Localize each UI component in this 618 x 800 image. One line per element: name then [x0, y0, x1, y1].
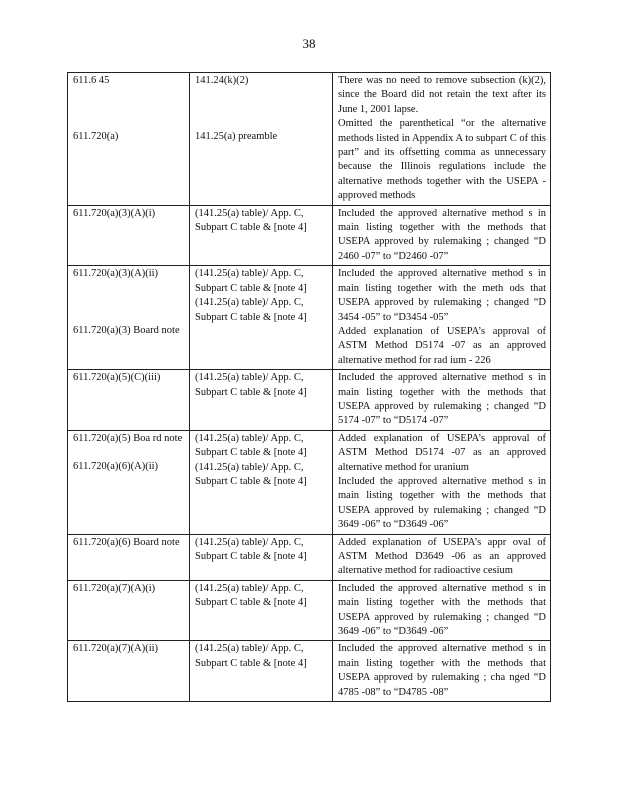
table-row [68, 641, 551, 702]
section-ref: 611.720(a)(6) Board note [73, 536, 180, 548]
section-ref: 611.720(a)(5) Boa rd note [73, 432, 183, 444]
source-cell [190, 534, 333, 580]
table-row [68, 370, 551, 431]
section-cell [68, 370, 190, 431]
description-text: Included the approved alternative method s in main listing together with the meth ods that USEPA approved by rulemaking ; changed “D 3454 -05” to “D3454 -05” [338, 268, 546, 323]
description-cell [333, 370, 551, 431]
section-cell [68, 580, 190, 641]
description-cell [333, 534, 551, 580]
source-ref: 141.25(a) preamble [195, 131, 278, 143]
source-ref: 141.24(k)(2) [195, 75, 249, 86]
source-cell [190, 73, 333, 206]
table-row [68, 73, 551, 206]
section-cell [68, 205, 190, 266]
section-ref: 611.720(a)(6)(A)(ii) [73, 461, 159, 473]
table-row [68, 534, 551, 580]
page-number: 38 [302, 36, 316, 51]
section-ref: 611.720(a)(3) Board note [73, 324, 180, 336]
section-cell [68, 266, 190, 370]
source-cell [190, 205, 333, 266]
section-ref: 611.720(a)(3)(A)(i) [73, 207, 156, 219]
description-text: Added explanation of USEPA’s approval of ASTM Method D5174 -07 as an approved alternative method for rad ium - 226 [338, 325, 546, 366]
description-text: Included the approved alternative method s in main listing together with the methods that USEPA approved by rulemaking ; changed “D 5174 -07” to “D5174 -07” [338, 372, 546, 427]
amendment-table [67, 72, 551, 702]
section-ref: 611.720(a)(7)(A)(i) [73, 582, 156, 594]
source-ref: (141.25(a) table)/ App. C, Subpart C table & [note 4] [195, 372, 307, 398]
table-row [68, 430, 551, 534]
table-row [68, 205, 551, 266]
source-cell [190, 266, 333, 370]
section-ref: 611.6 45 [73, 75, 110, 86]
source-ref: (141.25(a) table)/ App. C, Subpart C table & [note 4] [195, 297, 307, 323]
source-cell [190, 641, 333, 702]
source-cell [190, 430, 333, 534]
source-ref: (141.25(a) table)/ App. C, Subpart C table & [note 4] [195, 207, 307, 234]
section-cell [68, 534, 190, 580]
source-ref: (141.25(a) table)/ App. C, Subpart C table & [note 4] [195, 643, 307, 669]
source-ref: (141.25(a) table)/ App. C, Subpart C table & [note 4] [195, 268, 307, 294]
description-text: Added explanation of USEPA’s approval of ASTM Method D5174 -07 as an approved alternative method for uranium [338, 432, 546, 473]
description-cell [333, 641, 551, 702]
section-cell [68, 73, 190, 206]
source-ref: (141.25(a) table)/ App. C, Subpart C table & [note 4] [195, 432, 307, 459]
description-text: Added explanation of USEPA’s appr oval of ASTM Method D3649 -06 as an approved alternative method for radioactive cesium [338, 536, 546, 577]
source-ref: (141.25(a) table)/ App. C, Subpart C table & [note 4] [195, 536, 307, 562]
section-ref: 611.720(a)(7)(A)(ii) [73, 643, 159, 655]
source-ref: (141.25(a) table)/ App. C, Subpart C table & [note 4] [195, 461, 307, 487]
source-cell [190, 370, 333, 431]
table-row [68, 266, 551, 370]
description-cell [333, 73, 551, 206]
description-text: Included the approved alternative method s in main listing together with the methods that USEPA approved by rulemaking ; changed “D 3649 -06” to “D3649 -06” [338, 475, 546, 531]
section-cell [68, 430, 190, 534]
section-ref: 611.720(a)(5)(C)(iii) [73, 372, 161, 384]
source-cell [190, 580, 333, 641]
description-text: Included the approved alternative method s in main listing together with the methods that USEPA approved by rulemaking ; changed “D 2460 -07” to “D2460 -07” [338, 207, 546, 262]
description-text: Included the approved alternative method s in main listing together with the methods that USEPA approved by rulemaking ; cha nged “D 4785 -08” to “D4785 -08” [338, 643, 546, 698]
description-cell [333, 205, 551, 266]
section-cell [68, 641, 190, 702]
description-text: Included the approved alternative method s in main listing together with the methods that USEPA approved by rulemaking ; changed “D 3649 -06” to “D3649 -06” [338, 582, 546, 638]
description-cell [333, 580, 551, 641]
description-text: There was no need to remove subsection (k)(2), since the Board did not retain the text after its June 1, 2001 lapse. [338, 75, 546, 115]
source-ref: (141.25(a) table)/ App. C, Subpart C table & [note 4] [195, 582, 307, 609]
section-ref: 611.720(a) [73, 131, 119, 143]
description-cell [333, 430, 551, 534]
section-ref: 611.720(a)(3)(A)(ii) [73, 268, 159, 280]
description-cell [333, 266, 551, 370]
table-row [68, 580, 551, 641]
description-text: Omitted the parenthetical “or the alternative methods listed in Appendix A to subpart C of this part” and its offsetting comma as unnecessary because the Illinois regulations include the alternative methods together with the USEPA - approved methods [338, 118, 546, 202]
